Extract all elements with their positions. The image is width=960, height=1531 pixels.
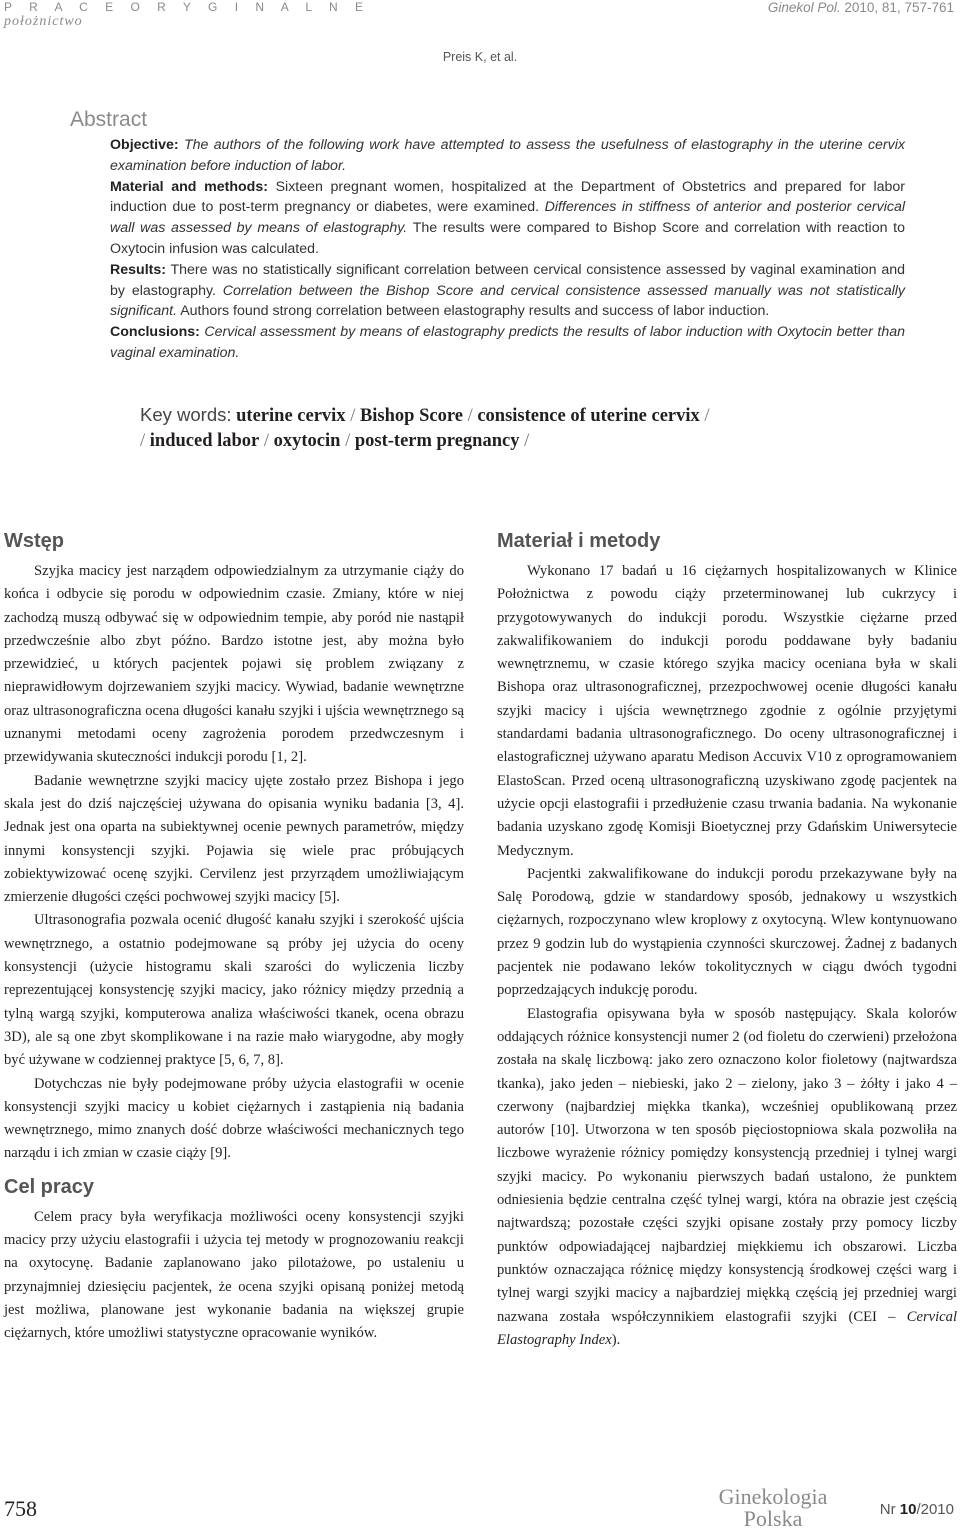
aim-heading: Cel pracy (4, 1175, 95, 1198)
journal-logo (713, 1486, 833, 1530)
issue-prefix: Nr (879, 1501, 896, 1518)
intro-paragraph: Badanie wewnętrzne szyjki macicy ujęte zostało przez Bishopa i jego skala jest do dziś najczęściej używana do opisania wyniku badania [3, 4]. Jednak jest ona oparta na subiektywnej ocenie pewnych parametrów, między innymi konsystencji szyjki. Pojawia się wiele prac próbujących zobiektywizować ocenę szyjki. Cervilenz jest przyrządem umożliwiającym zmierzenie długości części pochwowej szyjki macicy [5]. (4, 772, 464, 906)
keyword-separator: / (704, 406, 710, 426)
results-text-3: Authors found strong correlation between elastography results and success of labor induction. (180, 303, 770, 320)
keyword-separator: / (350, 406, 356, 426)
conclusions-label: Conclusions: (110, 324, 200, 341)
section-subcategory: położnictwo (4, 14, 83, 29)
keyword: consistence of uterine cervix (477, 406, 700, 426)
issue-num: 10 (899, 1501, 917, 1518)
keywords-block (140, 402, 860, 454)
results-text-1: There was no statistically significant correlation between cervical consistence assessed by vaginal examination and by elastography. (110, 261, 905, 299)
cei-definition: – Cervical Elastography Index (497, 1308, 957, 1348)
intro-paragraph: Szyjka macicy jest narządem odpowiedzialnym za utrzymanie ciąży do końca i odbycie się porodu w odpowiednim czasie. Zmiany, które w niej zachodzą muszą odbywać się w odpowiednim tempie, aby poród nie nastąpił przedwcześnie albo zbyt późno. Bardzo istotne jest, aby można było przewidzieć, u których pacjentek pojawi się problem związany z nieprawidłowym dojrzewaniem szyjki macicy. Wywiad, badanie wewnętrzne oraz ultrasonograficzna ocena długości kanału szyjki i ujścia wewnętrznego są uznanymi metodami oceny zagrożenia porodem przedwczesnym i przewidywania skuteczności indukcji porodu [1, 2]. (4, 563, 464, 766)
section-category: P R A C E O R Y G I N A L N E (4, 0, 370, 14)
abstract-heading: Abstract (70, 108, 148, 131)
methods-label: Material and methods: (110, 178, 268, 195)
keyword: Bishop Score (359, 406, 463, 426)
results-label: Results: (110, 261, 166, 278)
running-authors: Preis K, et al. (442, 50, 518, 64)
keyword: induced labor (149, 431, 260, 451)
abstract-conclusions (110, 322, 905, 364)
abstract-block (70, 107, 906, 364)
right-column (497, 528, 957, 1352)
issue-year: /2010 (916, 1501, 954, 1518)
journal-name: Ginekol Pol. (767, 0, 841, 15)
page-number: 758 (4, 1496, 37, 1521)
conclusions-text: Cervical assessment by means of elastography predicts the results of labor induction with Oxytocin better than vaginal examination. (110, 324, 905, 361)
keyword: post-term pregnancy (354, 431, 520, 451)
journal-reference: 2010, 81, 757-761 (844, 0, 954, 15)
keywords-label: Key words: (140, 404, 232, 425)
keyword-separator: / (524, 431, 530, 451)
methods-paragraph: Wykonano 17 badań u 16 ciężarnych hospitalizowanych w Klinice Położnictwa z powodu ciąży przeterminowanej lub cukrzycy i przygotowywanych do indukcji porodu. Wszystkie ciężarne przed zakwalifikowaniem do indukcji porodu poddawane były badaniu wewnętrznemu, w czasie którego szyjka macicy oceniana była w skali Bishopa oraz ultrasonograficznej, przezpochwowej ocenie długości kanału szyjki macicy i ujścia wewnętrznego zgodnie z ogólnie przyjętymi standardami badania ultrasonograficznego. Do oceny ultrasonograficznej i elastograficznej używano aparatu Medison Accuvix V10 z oprogramowaniem ElastoScan. Przed oceną ultrasonograficzną uzyskiwano zgodę pacjentek na użycie opcji elastografii i przedłużenie czasu trwania badania. Na wykonanie badania uzyskano zgodę Komisji Bioetycznej przy Gdańskim Uniwersytecie Medycznym. (497, 563, 957, 859)
methods-text-2: Differences in stiffness of anterior and posterior cervical wall was assessed by means of elastography. (110, 199, 905, 237)
objective-text: The authors of the following work have attempted to assess the usefulness of elastography in the uterine cervix examination before induction of labor. (110, 137, 906, 174)
methods-heading: Materiał i metody (497, 530, 661, 552)
methods-text-1: Sixteen pregnant women, hospitalized at the Department of Obstetrics and prepared for labor induction due to post-term pregnancy or diabetes, were examined. (110, 178, 905, 216)
intro-paragraph: Dotychczas nie były podejmowane próby użycia elastografii w ocenie konsystencji szyjki macicy u kobiet ciężarnych i zastąpienia nią badania wewnętrznego, mimo znanych dość dobrze właściwości mechanicznych tego narządu i ich zmian w czasie ciąży [9]. (4, 1075, 464, 1162)
methods-paragraph: Pacjentki zakwalifikowane do indukcji porodu przekazywane były na Salę Porodową, gdzie w standardowy sposób, jednakowy u wszystkich ciężarnych, rozpoczynano wlew kroplowy z oxytocyną. Wlew kontynuowano przez 9 godzin lub do wystąpienia czynności skurczowej. Żadnej z badanych pacjentek nie podawano leków tokolitycznych w ciągu dwóch tygodni poprzedzających indukcję porodu. (497, 865, 957, 999)
objective-label: Objective: (110, 137, 179, 153)
abstract-objective (110, 135, 905, 177)
abstract-methods (110, 177, 905, 260)
issue-number (880, 1501, 954, 1518)
keywords-line-1 (140, 402, 860, 429)
left-column (4, 528, 464, 1346)
keyword-separator: / (345, 431, 351, 451)
journal-citation (768, 0, 954, 15)
logo-line-1: Ginekologia (718, 1484, 828, 1509)
logo-line-2: Polska (743, 1506, 803, 1531)
results-text-2: Correlation between the Bishop Score and cervical consistence assessed manually was not statistically significant. (110, 282, 905, 320)
methods-text-3: The results were compared to Bishop Score and correlation with reaction to Oxytocin infusion was calculated. (110, 220, 906, 257)
keyword-separator: / (263, 431, 270, 451)
intro-heading: Wstęp (4, 530, 64, 552)
intro-paragraph: Ultrasonografia pozwala ocenić długość kanału szyjki i szerokość ujścia wewnętrznego, a ostatnio podejmowane są próby jej użycia do oceny konsystencji (użycie histogramu skali szarości do wyliczenia liczby reprezentującej konsystencję szyjki macicy, jako różnicy między przednią a tylną wargą szyjki, komputerowa analiza właściwości tkanek, ocena obrazu 3D), ale są one zbyt skomplikowane i na razie mało wiarygodne, aby mogły być używane w codziennej praktyce [5, 6, 7, 8]. (4, 912, 464, 1069)
methods-paragraph (497, 1003, 957, 1352)
aim-paragraph: Celem pracy była weryfikacja możliwości oceny konsystencji szyjki macicy przy użyciu elastografii i użycia tej metody w prognozowaniu reakcji na oxytocynę. Badanie zaplanowano jako pilotażowe, po ustaleniu u przynajmniej dziesięciu pacjentek, że ocena szyjki opisaną poniżej metodą jest możliwa, planowane jest wykonanie badania na większej grupie ciężarnych, które umożliwi statystyczne opracowanie wyników. (4, 1208, 464, 1342)
abstract-results (110, 260, 905, 322)
keyword-separator: / (467, 406, 473, 426)
methods-paragraph-main: Elastografia opisywana była w sposób następujący. Skala kolorów oddających różnice konsystencji numer 2 (od fioletu do czerwieni) przełożona została na skalę liczbową: jako zero oznaczono kolor fioletowy (najtwardsza tkanka), jako jeden – niebieski, jako 2 – zielony, jako 3 – żółty i jako 4 – czerwony (najbardziej miękka tkanka), wcześniej opublikowaną przez autorów [10]. Utworzona w ten sposób pięciostopniowa skala pozwoliła na liczbowe wyrażenie różnicy pomiędzy konsystencją przedniej i tylnej wargi szyjki macicy. Po wykonaniu pierwszych badań ustalono, że punktem odniesienia będzie centralna część tylnej wargi, która na obrazie jest częścią najtwardszą; pozostałe części szyjki opisane zostały przy pomocy liczby punktów odpowiadającej najbardziej miękkiemu ich obszarowi. Liczba punktów oznaczająca różnicę między konsystencją środkowej części warg i tylnej wargi szyjki macicy a najbardziej miękką częścią jej przedniej wargi nazwana została współczynnikiem elastografii szyjki (CEI (497, 1005, 957, 1325)
keyword: oxytocin (273, 431, 341, 451)
keywords-line-2 (140, 429, 860, 454)
methods-paragraph-end: ). (611, 1331, 621, 1348)
keyword-separator: / (140, 431, 146, 451)
keyword: uterine cervix (236, 406, 346, 426)
